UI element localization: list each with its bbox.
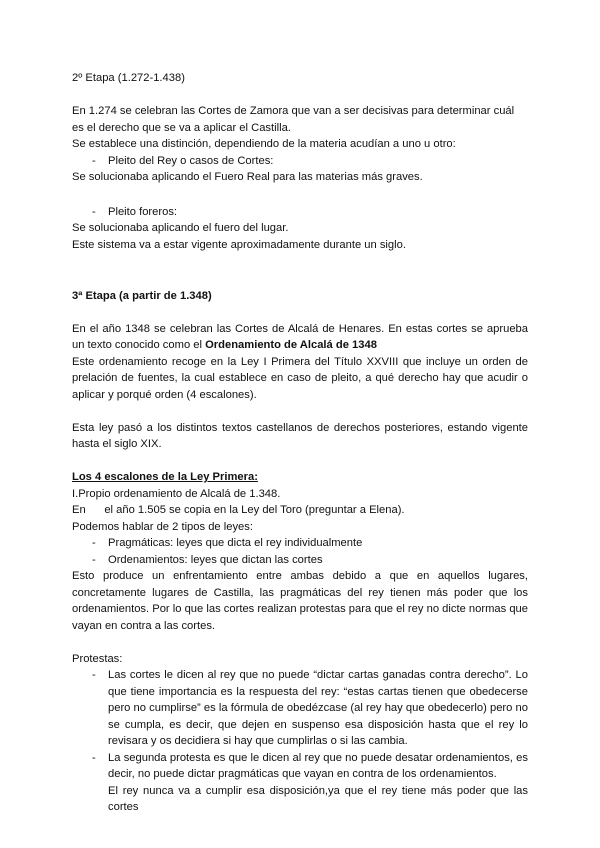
etapa3-paragraph-3: Esta ley pasó a los distintos textos castellanos de derechos posteriores, estando vigente hasta el siglo XIX.	[72, 421, 528, 450]
etapa2-paragraph-1: En 1.274 se celebran las Cortes de Zamora que van a ser decisivas para determinar cuál es el derecho que se va a aplicar el Castilla.	[72, 105, 515, 134]
list-item: - Pleito foreros:	[72, 204, 528, 221]
escalones-heading: Los 4 escalones de la Ley Primera:	[72, 471, 258, 483]
ordenamiento-title: Ordenamiento de Alcalá de 1348	[205, 339, 377, 351]
etapa3-paragraph-1-text: En el año 1348 se celebran las Cortes de Alcalá de Henares. En estas cortes se aprueba un texto conocido como el	[72, 322, 528, 351]
list-item: - La segunda protesta es que le dicen al rey que no puede desatar ordenamientos, es decir, no puede dictar pragmáticas que vayan en contra de los ordenamientos.	[72, 750, 528, 783]
etapa2-paragraph-2: Se establece una distinción, dependiendo de la materia acudían a uno u otro:	[72, 138, 456, 150]
list-item: - Pleito del Rey o casos de Cortes:	[72, 153, 528, 170]
etapa3-paragraph-2: Este ordenamiento recoge en la Ley I Primera del Título XXVIII que incluye un orden de prelación de fuentes, la cual establece en caso de pleito, a qué derecho hay que acudir o aplicar y porqué orden (4 escalones).	[72, 355, 528, 401]
escalones-line-3: Podemos hablar de 2 tipos de leyes:	[72, 520, 253, 533]
protestas-list	[72, 667, 528, 783]
escalones-line-2: En el año 1.505 se copia en la Ley del Toro (preguntar a Elena).	[72, 504, 405, 516]
list-item: - Las cortes le dicen al rey que no puede “dictar cartas ganadas contra derecho”. Lo que tiene importancia es la respuesta del rey: “estas cartas tienen que obedecerse pero no cumplirse” es la fórmula de obedézcase (al rey hay que obedecerlo) pero no se cumpla, es decir, que dejen en suspenso esa disposición hasta que el rey lo revisara y os decidiera si hay que cumplirlas o si las cambia.	[72, 667, 528, 750]
etapa2-list-1	[72, 153, 528, 170]
escalones-paragraph: Esto produce un enfrentamiento entre ambas debido a que en aquellos lugares, concretamente lugares de Castilla, las pragmáticas del rey tienen más poder que los ordenamientos. Por lo que las cortes realizan protestas para que el rey no dicte normas que vayan en contra a las cortes.	[72, 570, 528, 632]
etapa2-paragraph-4: Se solucionaba aplicando el fuero del lugar.	[72, 222, 289, 234]
escalones-line-1: I.Propio ordenamiento de Alcalá de 1.348.	[72, 487, 281, 500]
etapa2-list-2	[72, 204, 528, 221]
document-page	[72, 70, 528, 816]
list-item: - Ordenamientos: leyes que dictan las cortes	[72, 552, 528, 569]
list-item: - Pragmáticas: leyes que dicta el rey individualmente	[72, 535, 528, 552]
protestas-heading: Protestas:	[72, 652, 123, 665]
etapa2-paragraph-3: Se solucionaba aplicando el Fuero Real para las materias más graves.	[72, 171, 423, 183]
etapa3-heading: 3ª Etapa (a partir de 1.348)	[72, 289, 212, 302]
etapa2-heading: 2º Etapa (1.272-1.438)	[72, 72, 185, 84]
tipos-leyes-list	[72, 535, 528, 568]
protestas-continuation: El rey nunca va a cumplir esa disposición,ya que el rey tiene más poder que las cortes	[108, 784, 528, 813]
etapa3-paragraph-1	[72, 321, 528, 354]
etapa2-paragraph-5: Este sistema va a estar vigente aproximadamente durante un siglo.	[72, 238, 406, 251]
